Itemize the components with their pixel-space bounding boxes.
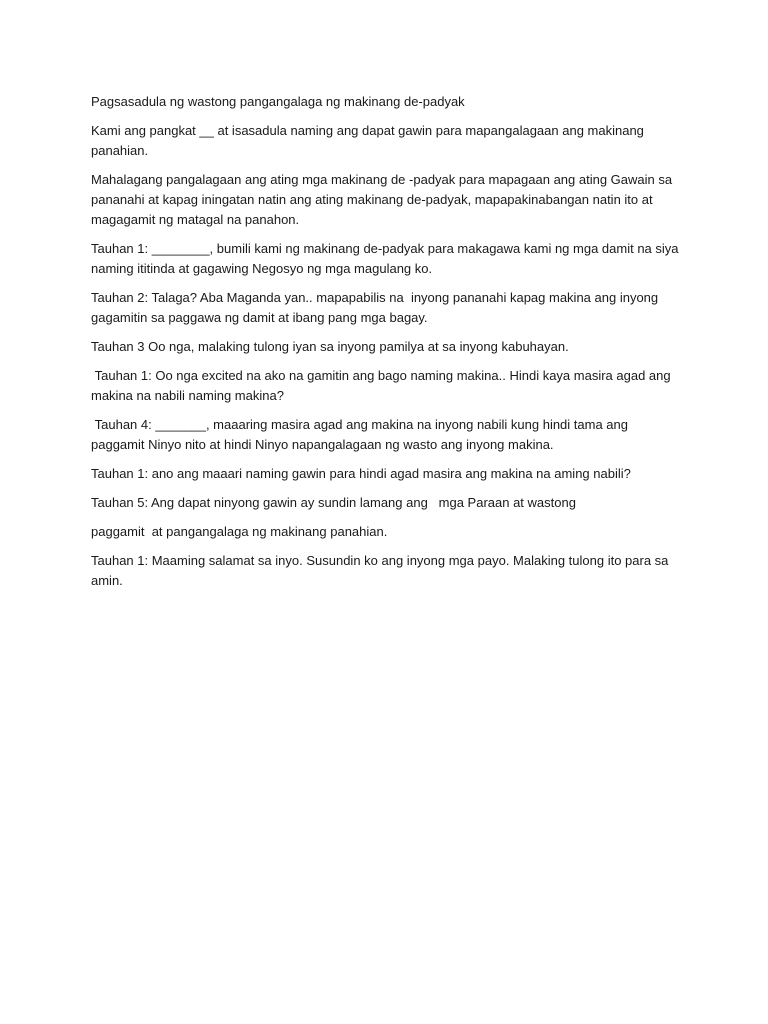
document-title: Pagsasadula ng wastong pangangalaga ng makinang de-padyak [91,94,465,109]
paragraph-importance: Mahalagang pangalagaan ang ating mga makinang de -padyak para mapagaan ang ating Gawain sa pananahi at kapag iningatan natin ang ating makinang de-padyak, mapapakinabangan natin ito at magagamit ng matagal na panahon. [91,172,676,227]
dialogue-line: Tauhan 1: ano ang maaari naming gawin para hindi agad masira ang makina na aming nabili? [91,466,631,481]
dialogue-line: Tauhan 2: Talaga? Aba Maganda yan.. mapapabilis na inyong pananahi kapag makina ang inyong gagamitin sa paggawa ng damit at ibang pang mga bagay. [91,290,662,325]
dialogue-line-continued: paggamit at pangangalaga ng makinang panahian. [91,524,388,539]
dialogue-line: Tauhan 5: Ang dapat ninyong gawin ay sundin lamang ang mga Paraan at wastong [91,495,576,510]
document-body [91,92,681,600]
dialogue-line: Tauhan 1: Maaming salamat sa inyo. Susundin ko ang inyong mga payo. Malaking tulong ito para sa amin. [91,553,673,588]
dialogue-line: Tauhan 3 Oo nga, malaking tulong iyan sa inyong pamilya at sa inyong kabuhayan. [91,339,569,354]
paragraph-intro: Kami ang pangkat __ at isasadula naming ang dapat gawin para mapangalagaan ang makinang panahian. [91,123,648,158]
dialogue-line: Tauhan 1: Oo nga excited na ako na gamitin ang bago naming makina.. Hindi kaya masira agad ang makina na nabili naming makina? [91,368,675,403]
dialogue-line: Tauhan 4: _______, maaaring masira agad ang makina na inyong nabili kung hindi tama ang paggamit Ninyo nito at hindi Ninyo napangalagaan ng wasto ang inyong makina. [91,417,632,452]
dialogue-line: Tauhan 1: ________, bumili kami ng makinang de-padyak para makagawa kami ng mga damit na siya naming ititinda at gagawing Negosyo ng mga magulang ko. [91,241,683,276]
